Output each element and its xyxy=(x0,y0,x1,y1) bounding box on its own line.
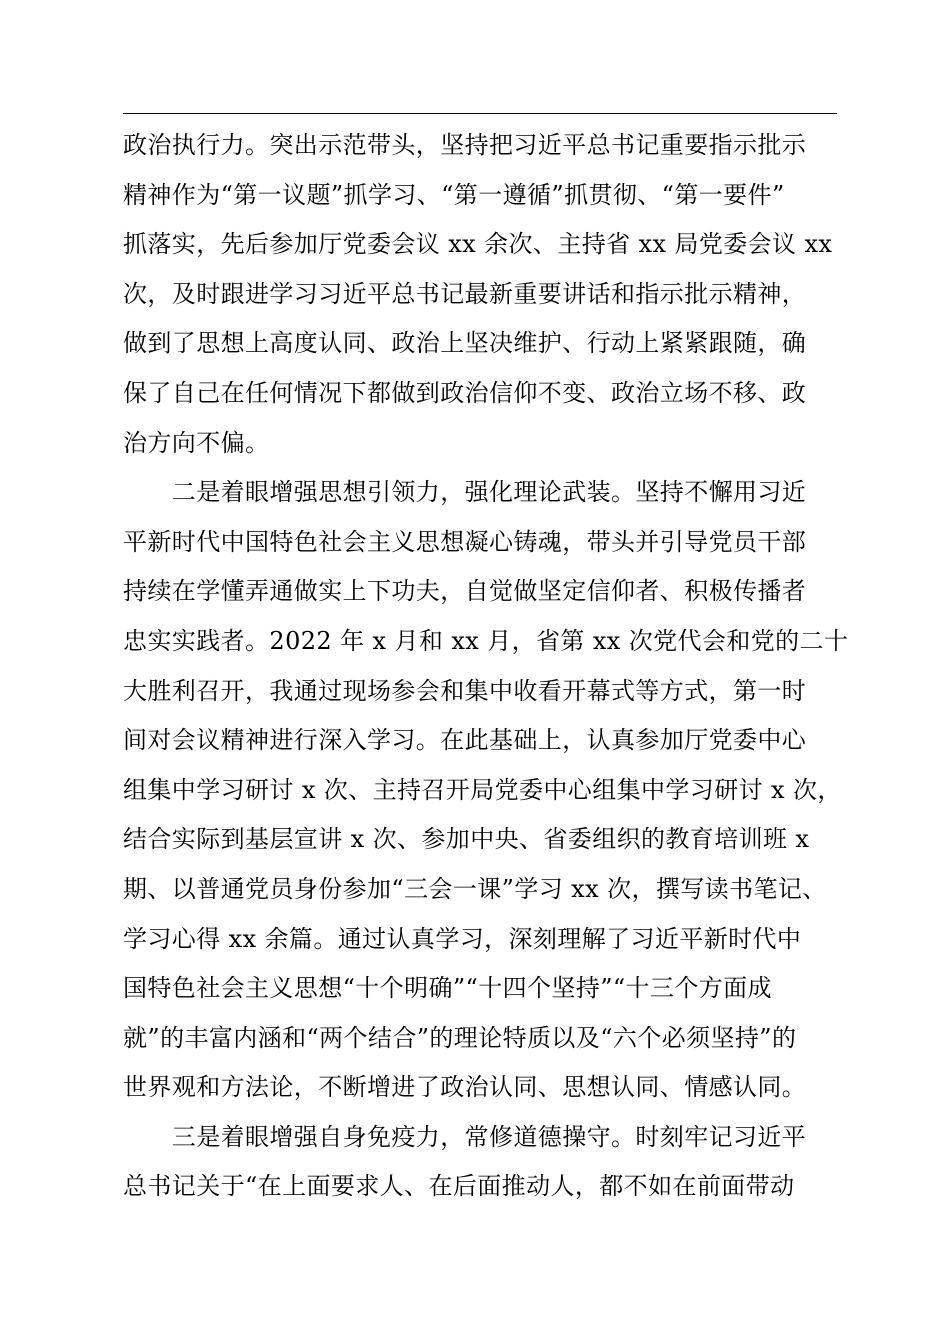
text-line: 忠实实践者。2022 年 x 月和 xx 月，省第 xx 次党代会和党的二十 xyxy=(123,626,849,655)
text-line: 就”的丰富内涵和“两个结合”的理论特质以及“六个必须坚持”的 xyxy=(123,1023,797,1052)
text-line: 国特色社会主义思想“十个明确”“十四个坚持”“十三个方面成 xyxy=(123,974,772,1003)
text-line: 保了自己在任何情况下都做到政治信仰不变、政治立场不移、政 xyxy=(123,378,807,407)
text-line: 三是着眼增强自身免疫力，常修道德操守。时刻牢记习近平 xyxy=(123,1122,807,1151)
text-line: 总书记关于“在上面要求人、在后面推动人，都不如在前面带动 xyxy=(123,1172,795,1201)
text-line: 二是着眼增强思想引领力，强化理论武装。坚持不懈用习近 xyxy=(123,478,807,507)
text-line: 治方向不偏。 xyxy=(123,428,270,457)
text-line: 结合实际到基层宣讲 x 次、参加中央、省委组织的教育培训班 x xyxy=(123,825,810,854)
document-body xyxy=(123,121,883,1212)
header-rule xyxy=(123,113,837,114)
text-line: 世界观和方法论，不断增进了政治认同、思想认同、情感认同。 xyxy=(123,1073,807,1102)
text-line: 政治执行力。突出示范带头，坚持把习近平总书记重要指示批示 xyxy=(123,131,807,159)
text-line: 平新时代中国特色社会主义思想凝心铸魂，带头并引导党员干部 xyxy=(123,527,807,556)
text-line: 期、以普通党员身份参加“三会一课”学习 xx 次，撰写读书笔记、 xyxy=(123,874,827,903)
text-line: 次，及时跟进学习习近平总书记最新重要讲话和指示批示精神， xyxy=(123,279,807,308)
text-line: 精神作为“第一议题”抓学习、“第一遵循”抓贯彻、“第一要件” xyxy=(123,180,785,209)
text-line: 间对会议精神进行深入学习。在此基础上，认真参加厅党委中心 xyxy=(123,726,807,755)
text-line: 组集中学习研讨 x 次、主持召开局党委中心组集中学习研讨 x 次， xyxy=(123,775,842,804)
text-line: 持续在学懂弄通做实上下功夫，自觉做坚定信仰者、积极传播者 xyxy=(123,577,807,606)
text-line: 做到了思想上高度认同、政治上坚决维护、行动上紧紧跟随，确 xyxy=(123,329,807,358)
text-line: 学习心得 xx 余篇。通过认真学习，深刻理解了习近平新时代中 xyxy=(123,924,802,953)
text-line: 大胜利召开，我通过现场参会和集中收看开幕式等方式，第一时 xyxy=(123,676,807,705)
text-line: 抓落实，先后参加厅党委会议 xx 余次、主持省 xx 局党委会议 xx xyxy=(123,230,833,259)
